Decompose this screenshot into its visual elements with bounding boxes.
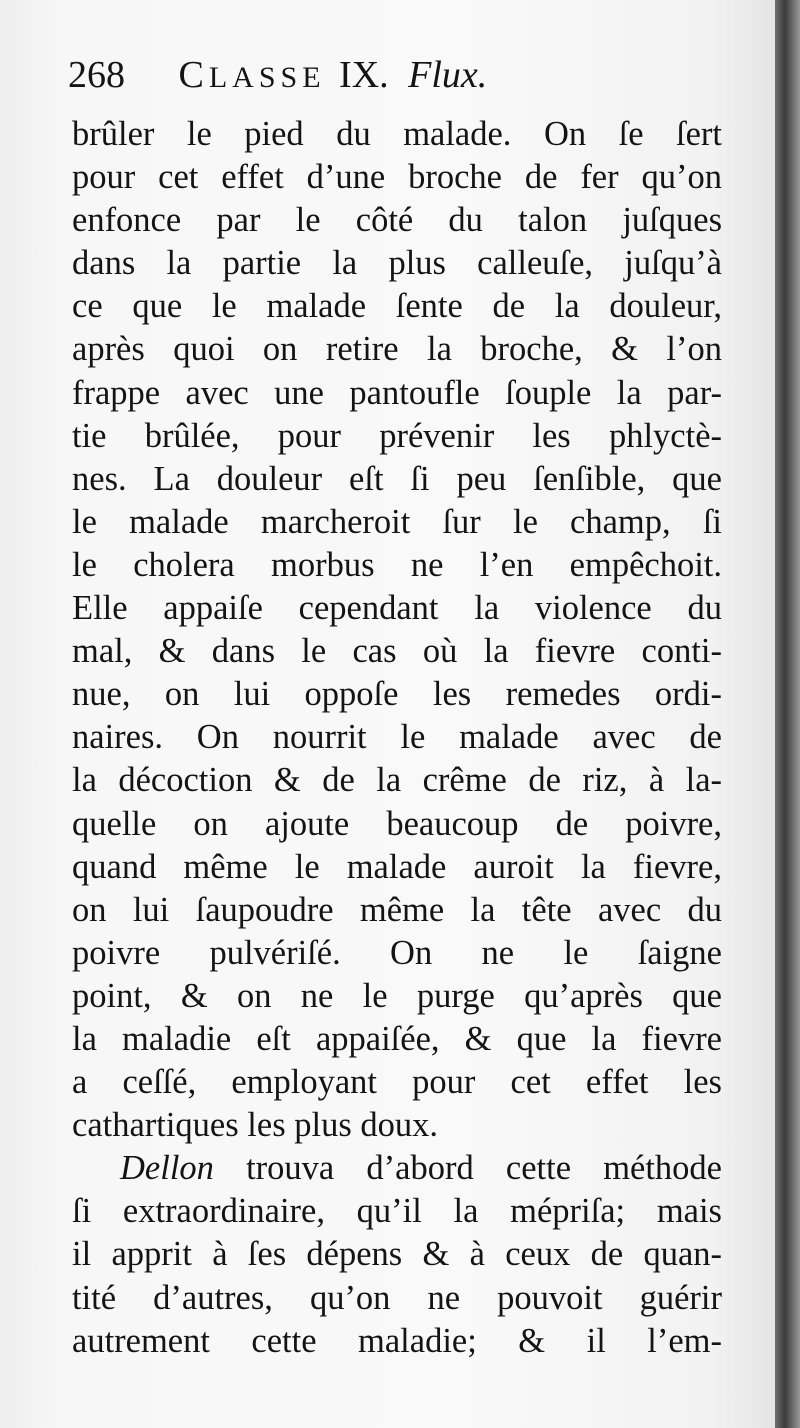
- text-line: la décoction & de la crême de riz, à la-: [72, 761, 722, 800]
- section-title: Flux.: [408, 54, 488, 96]
- text-line: il apprit à ſes dépens & à ceux de quan-: [72, 1235, 722, 1274]
- text-line: pour cet effet d’une broche de fer qu’on: [72, 158, 722, 197]
- author-name: Dellon: [120, 1149, 214, 1188]
- text-line: brûler le pied du malade. On ſe ſert: [72, 115, 722, 153]
- body-text: [72, 113, 722, 1363]
- page-number: 268: [68, 54, 125, 96]
- class-number: IX.: [339, 54, 389, 96]
- page-edge-shadow: [775, 0, 800, 1428]
- text-line: la maladie eſt appaiſée, & que la fievre: [72, 1019, 722, 1058]
- text-line: Elle appaiſe cependant la violence du: [72, 589, 722, 628]
- paragraph-opening-line: [72, 1147, 722, 1190]
- opening-line-rest: trouva d’abord cette méthode: [213, 1149, 722, 1188]
- text-line: on lui ſaupoudre même la tête avec du: [72, 890, 722, 929]
- running-header: [68, 50, 708, 100]
- text-line: quand même le malade auroit la fievre,: [72, 847, 722, 886]
- text-line: nue, on lui oppoſe les remedes ordi-: [72, 675, 722, 714]
- text-line-paragraph-end: cathartiques les plus doux.: [72, 1106, 439, 1145]
- text-line: a ceſſé, employant pour cet effet les: [72, 1063, 722, 1102]
- text-line: nes. La douleur eſt ſi peu ſenſible, que: [72, 459, 722, 498]
- text-line: quelle on ajoute beaucoup de poivre,: [72, 804, 722, 843]
- text-line: autrement cette maladie; & il l’em-: [72, 1321, 722, 1360]
- text-line: le malade marcheroit ſur le champ, ſi: [72, 502, 722, 541]
- text-line: le cholera morbus ne l’en empêchoit.: [72, 545, 722, 584]
- text-line: frappe avec une pantoufle ſouple la par-: [72, 373, 722, 412]
- text-line: enfonce par le côté du talon juſques: [72, 201, 722, 240]
- text-line: ce que le malade ſente de la douleur,: [72, 287, 722, 326]
- text-line: point, & on ne le purge qu’après que: [72, 976, 722, 1015]
- text-line: naires. On nourrit le malade avec de: [72, 718, 722, 757]
- text-line: dans la partie la plus calleuſe, juſqu’à: [72, 244, 722, 283]
- text-line: poivre pulvériſé. On ne le ſaigne: [72, 933, 722, 972]
- class-label: CLASSE: [178, 54, 326, 96]
- text-line: après quoi on retire la broche, & l’on: [72, 330, 722, 369]
- text-line: tie brûlée, pour prévenir les phlyctè-: [72, 416, 722, 455]
- text-line: mal, & dans le cas où la fievre conti-: [72, 632, 722, 671]
- text-line: ſi extraordinaire, qu’il la mépriſa; mais: [72, 1192, 722, 1231]
- text-line: tité d’autres, qu’on ne pouvoit guérir: [72, 1278, 722, 1317]
